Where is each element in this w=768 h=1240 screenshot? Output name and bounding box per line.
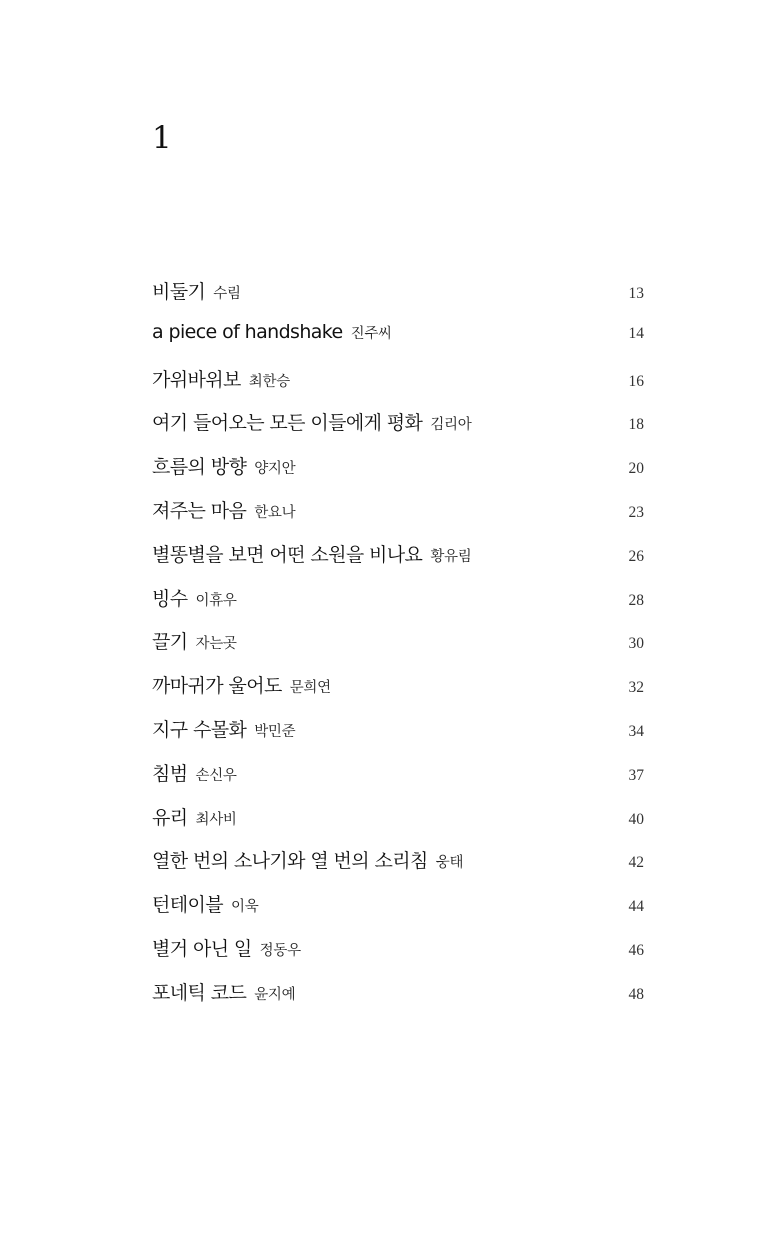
toc-entry bbox=[152, 408, 644, 452]
toc-entry bbox=[152, 890, 644, 934]
toc-entry-left bbox=[152, 321, 392, 343]
toc-entry-title: 열한 번의 소나기와 열 번의 소리침 bbox=[152, 850, 428, 873]
chapter-number: 1 bbox=[152, 120, 172, 156]
toc-entry-page: 46 bbox=[628, 941, 644, 959]
toc-entry bbox=[152, 277, 644, 321]
toc-entry bbox=[152, 934, 644, 978]
toc-entry-author: 황유림 bbox=[430, 548, 472, 565]
toc-entry-author: 손신우 bbox=[195, 767, 237, 784]
toc-entry bbox=[152, 803, 644, 847]
toc-entry-page: 34 bbox=[628, 722, 644, 740]
toc-entry-title: 여기 들어오는 모든 이들에게 평화 bbox=[152, 412, 423, 435]
toc-entry-title: 끌기 bbox=[152, 631, 188, 654]
toc-entry-left bbox=[152, 540, 471, 567]
toc-entry-page: 14 bbox=[628, 324, 644, 342]
toc-entry-title: 지구 수몰화 bbox=[152, 718, 247, 741]
toc-entry-author: 양지안 bbox=[254, 461, 296, 478]
toc-entry-left bbox=[152, 715, 295, 742]
toc-entry-author: 문희연 bbox=[289, 680, 331, 697]
toc-entry bbox=[152, 715, 644, 759]
toc-entry-author: 수림 bbox=[213, 286, 241, 302]
toc-entry bbox=[152, 846, 644, 890]
toc-entry-left bbox=[152, 978, 295, 1005]
toc-entry bbox=[152, 584, 644, 628]
toc-entry-left bbox=[152, 759, 237, 786]
toc-entry-author: 김리아 bbox=[430, 417, 472, 434]
toc-entry-author: 박민준 bbox=[254, 723, 296, 740]
toc-entry-page: 30 bbox=[628, 635, 644, 653]
toc-entry-page: 26 bbox=[628, 547, 644, 565]
toc-entry-left bbox=[152, 584, 237, 611]
toc-list bbox=[152, 277, 644, 1022]
toc-entry-page: 42 bbox=[628, 854, 644, 872]
toc-entry-title: 유리 bbox=[152, 806, 188, 829]
toc-entry-page: 16 bbox=[628, 372, 644, 390]
toc-entry-author: 웅태 bbox=[435, 855, 464, 872]
toc-entry-title: a piece of handshake bbox=[152, 320, 343, 343]
toc-entry-left bbox=[152, 365, 290, 392]
toc-entry-title: 까마귀가 울어도 bbox=[152, 675, 282, 698]
toc-entry bbox=[152, 321, 644, 365]
toc-entry-left bbox=[152, 277, 241, 304]
toc-entry-page: 28 bbox=[628, 591, 644, 609]
toc-entry-title: 져주는 마음 bbox=[152, 499, 247, 522]
toc-entry-page: 44 bbox=[628, 898, 644, 916]
toc-entry bbox=[152, 978, 644, 1022]
toc-entry-title: 흐름의 방향 bbox=[152, 456, 247, 479]
toc-entry bbox=[152, 540, 644, 584]
toc-entry-author: 최사비 bbox=[195, 811, 237, 828]
toc-entry-page: 32 bbox=[628, 679, 644, 697]
toc-entry-left bbox=[152, 627, 237, 654]
toc-entry-page: 20 bbox=[628, 460, 644, 478]
toc-entry-author: 이욱 bbox=[231, 899, 259, 916]
toc-entry-page: 13 bbox=[628, 285, 644, 302]
toc-entry-author: 자는곳 bbox=[195, 636, 237, 653]
toc-entry-title: 빙수 bbox=[152, 587, 188, 610]
toc-entry-page: 48 bbox=[628, 985, 644, 1003]
toc-entry-title: 가위바위보 bbox=[152, 368, 241, 391]
toc-entry-left bbox=[152, 671, 331, 698]
toc-entry-author: 진주씨 bbox=[350, 325, 392, 342]
toc-entry-author: 이휴우 bbox=[195, 592, 237, 609]
toc-entry-left bbox=[152, 452, 295, 479]
toc-entry-title: 비둘기 bbox=[152, 281, 206, 303]
toc-entry bbox=[152, 627, 644, 671]
toc-entry-title: 별똥별을 보면 어떤 소원을 비나요 bbox=[152, 543, 423, 566]
toc-entry-left bbox=[152, 408, 471, 435]
toc-entry bbox=[152, 496, 644, 540]
toc-entry-left bbox=[152, 934, 301, 961]
toc-entry-left bbox=[152, 890, 258, 917]
toc-entry-title: 침범 bbox=[152, 762, 188, 785]
toc-entry-author: 정동우 bbox=[259, 942, 301, 959]
toc-entry-page: 37 bbox=[628, 766, 644, 784]
toc-entry-left bbox=[152, 496, 295, 523]
toc-entry-author: 한요나 bbox=[254, 504, 296, 521]
toc-entry bbox=[152, 671, 644, 715]
toc-entry bbox=[152, 365, 644, 409]
toc-entry-title: 포네틱 코드 bbox=[152, 981, 247, 1004]
toc-entry bbox=[152, 759, 644, 803]
toc-entry-page: 18 bbox=[628, 416, 644, 434]
toc-entry-page: 40 bbox=[628, 810, 644, 828]
toc-entry-left bbox=[152, 803, 237, 830]
toc-entry-author: 윤지예 bbox=[254, 986, 296, 1003]
toc-entry-page: 23 bbox=[628, 503, 644, 521]
toc-entry-title: 별거 아닌 일 bbox=[152, 937, 252, 960]
toc-entry-title: 턴테이블 bbox=[152, 894, 224, 917]
toc-entry-left bbox=[152, 846, 463, 873]
toc-entry-author: 최한승 bbox=[248, 373, 290, 390]
toc-entry bbox=[152, 452, 644, 496]
